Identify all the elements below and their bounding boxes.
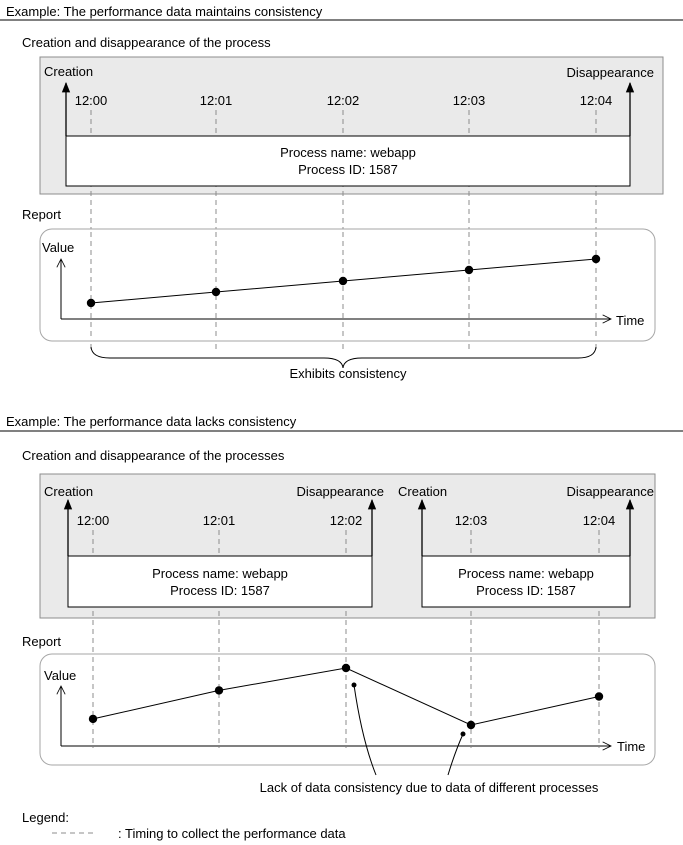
example2-annotation: Lack of data consistency due to data of different processes — [259, 780, 599, 795]
example2-disappearance-label-b: Disappearance — [566, 484, 654, 499]
example1-creation-label: Creation — [44, 64, 94, 79]
example1-process-heading: Creation and disappearance of the process — [22, 35, 271, 50]
example2-process-box-a — [68, 556, 372, 607]
example2-value-label: Value — [44, 668, 77, 683]
example1-process-name: Process name: webapp — [280, 145, 416, 160]
example1-data-point-3 — [339, 277, 347, 285]
example2-data-point-5 — [595, 692, 603, 700]
example1-data-point-5 — [592, 255, 600, 263]
example1-consistency-brace — [91, 347, 596, 368]
legend-title: Legend: — [22, 810, 69, 825]
example1-title: Example: The performance data maintains consistency — [6, 4, 323, 19]
example1-process-id: Process ID: 1587 — [298, 162, 398, 177]
example1-report-panel — [40, 229, 655, 341]
example1-process-box — [66, 136, 630, 186]
example2-time-1201: 12:01 — [202, 513, 236, 528]
example2-process-name-a: Process name: webapp — [152, 566, 288, 581]
example1-data-point-1 — [87, 299, 95, 307]
example2-time-label: Time — [617, 739, 646, 754]
example2-process-id-a: Process ID: 1587 — [170, 583, 270, 598]
example2-data-point-3 — [342, 664, 350, 672]
example2-data-point-4 — [467, 721, 475, 729]
example1-brace-label: Exhibits consistency — [289, 366, 407, 381]
example1-data-point-2 — [212, 288, 220, 296]
example1-value-label: Value — [42, 240, 75, 255]
example2-title: Example: The performance data lacks consistency — [6, 414, 297, 429]
legend-dashed-line-desc: : Timing to collect the performance data — [118, 826, 346, 841]
example1-disappearance-label: Disappearance — [566, 65, 654, 80]
example2-creation-label-b: Creation — [398, 484, 448, 499]
example1-time-1201: 12:01 — [199, 93, 233, 108]
example1-time-1203: 12:03 — [452, 93, 486, 108]
example2-time-1204: 12:04 — [582, 513, 616, 528]
example2-time-1202: 12:02 — [329, 513, 363, 528]
example2-process-heading: Creation and disappearance of the processes — [22, 448, 285, 463]
example2-data-point-1 — [89, 715, 97, 723]
example2-disappearance-label-a: Disappearance — [296, 484, 384, 499]
example2-process-box-b — [422, 556, 630, 607]
example2-time-1203: 12:03 — [454, 513, 488, 528]
example1-data-point-4 — [465, 266, 473, 274]
example1-time-1204: 12:04 — [579, 93, 613, 108]
example2-time-1200: 12:00 — [76, 513, 110, 528]
example1-time-1200: 12:00 — [74, 93, 108, 108]
example1-report-label: Report — [22, 207, 62, 222]
example2-data-point-2 — [215, 686, 223, 694]
example1-time-1202: 12:02 — [326, 93, 360, 108]
example2-process-id-b: Process ID: 1587 — [476, 583, 576, 598]
example2-process-name-b: Process name: webapp — [458, 566, 594, 581]
example2-report-label: Report — [22, 634, 62, 649]
example2-creation-label-a: Creation — [44, 484, 94, 499]
example1-time-label: Time — [616, 313, 645, 328]
